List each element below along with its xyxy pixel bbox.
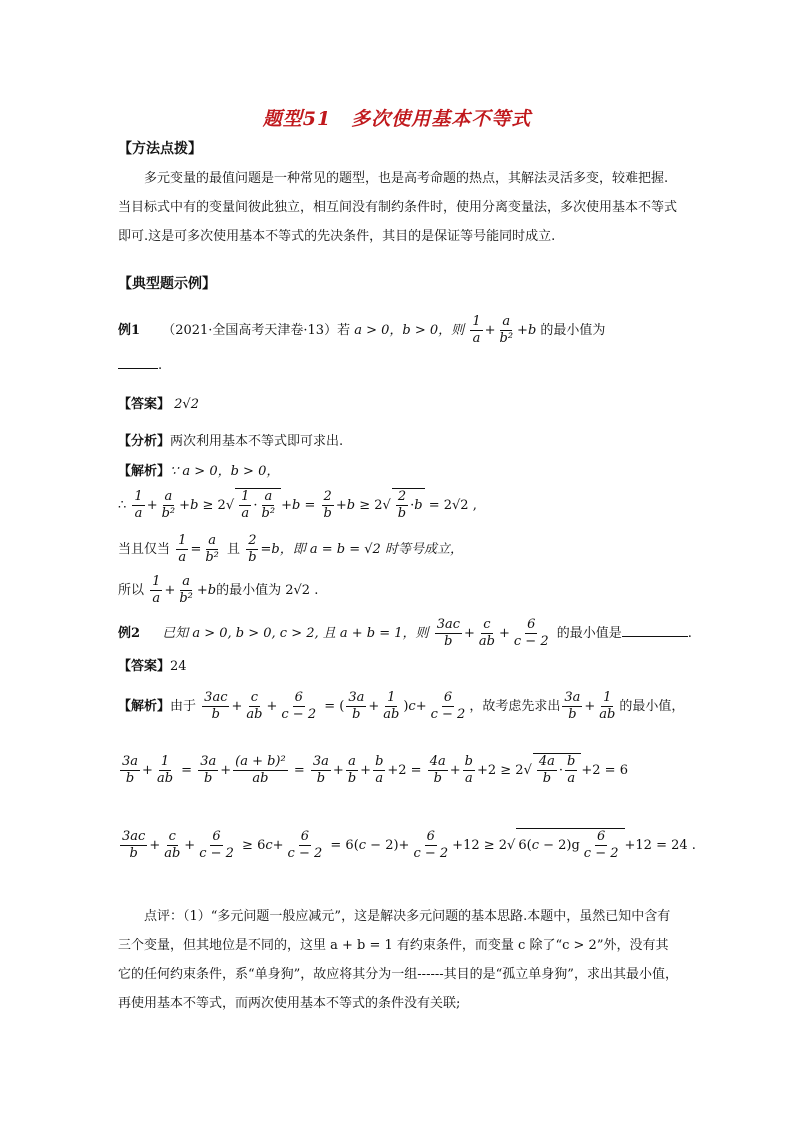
example2-question: 例2 已知 a > 0, b > 0, c > 2, 且 a + b = 1，则 $\frac{3ac}{b}$ + $\frac{c}{ab}$ + $\frac{6}{c - 2}$ 的最小值是 . [118, 617, 692, 649]
example2-solution-line2: $\frac{3a}{b}$ + $\frac{1}{ab}$ = $\frac{3a}{b}$ + $\frac{\text{(a + b)²}}{ab}$ = $\frac{3a}{b}$ + $\frac{a}{b}$ + $\frac{b}{a}$ +2 = $\frac{4a}{b}$ + $\frac{b}{a}$ +2 ≥ 2√ $\frac{4a}{b}$ · $\frac{b}{a}$ +2 = 6 [122, 754, 628, 786]
example1-solution-line1: 【解析】∵ a > 0，b > 0， [118, 464, 280, 479]
example2-comment: 点评：（1）“多元问题一般应减元”，这是解决多元问题的基本思路.本题中，虽然已知中含有三个变量，但其地位是不同的，这里 a + b = 1 有约束条件，而变量 c 除了“c > 2”外，没有其它的任何约束条件，系“单身狗”，故应将其分为一组------其目的是“孤立单身狗”，求出其最小值，再使用基本不等式，而两次使用基本不等式的条件没有关联; [118, 909, 678, 1011]
example2-answer: 【答案】24 [118, 659, 187, 674]
example1-solution-line2: ∴ $\frac{1}{a}$ + $\frac{a}{\text{b²}}$ +b ≥ 2√ $\frac{1}{a}$ · $\frac{a}{\text{b²}}$ +b = $\frac{2}{b}$ +b ≥ 2√ $\frac{2}{b}$ ·b = 2√2 , [118, 489, 477, 521]
method-paragraph: 多元变量的最值问题是一种常见的题型，也是高考命题的热点，其解法灵活多变，较难把握.当目标式中有的变量间彼此独立，相互间没有制约条件时，使用分离变量法，多次使用基本不等式即可.这是可多次使用基本不等式的先决条件，其目的是保证等号能同时成立. [118, 171, 678, 244]
example1-label: 例1 [118, 323, 141, 338]
example1-analysis: 【分析】两次利用基本不等式即可求出. [118, 434, 344, 449]
example1-tail: 的最小值为 [540, 323, 606, 338]
example1-cond: a > 0，b > 0，则 [354, 323, 465, 338]
example2-label: 例2 [118, 626, 141, 641]
example2-solution-line3: $\frac{3ac}{b}$ + $\frac{c}{ab}$ + $\frac{6}{c - 2}$ ≥ 6c+ $\frac{6}{c - 2}$ = 6(c − 2)+ $\frac{6}{c - 2}$ +12 ≥ 2√ 6(c − 2)g $\frac{6}{c - 2}$ +12 = 24 . [122, 829, 696, 861]
example1-source: （2021·全国高考天津卷·13）若 [162, 323, 351, 338]
answer-value: 2√2 [174, 397, 199, 412]
example2-solution-line1: 【解析】由于 $\frac{3ac}{b}$ + $\frac{c}{ab}$ + $\frac{6}{c - 2}$ = ( $\frac{3a}{b}$ + $\frac{1}{ab}$ )c+ $\frac{6}{c - 2}$ ，故考虑先求出 $\frac{3a}{b}$ + $\frac{1}{ab}$ 的最小值， [118, 690, 685, 722]
page-title: 题型51 多次使用基本不等式 [262, 108, 532, 130]
examples-heading: 【典型题示例】 [118, 276, 216, 292]
example1-blank: . [118, 358, 162, 373]
example1-answer [118, 393, 199, 412]
method-heading: 【方法点拨】 [118, 141, 202, 157]
example1-expression: $\frac{1}{a}$ + $\frac{a}{\text{b²}}$ +b [472, 314, 537, 346]
answer-label: 【答案】 [118, 397, 171, 412]
example1-question [118, 314, 605, 347]
example1-solution-line3: 当且仅当 $\frac{1}{a}$ = $\frac{a}{\text{b²}}$ 且 $\frac{2}{b}$ =b，即 a = b = √2 时等号成立， [118, 533, 463, 565]
example1-solution-line4: 所以 $\frac{1}{a}$ + $\frac{a}{\text{b²}}$ +b的最小值为 2√2 . [118, 574, 319, 606]
